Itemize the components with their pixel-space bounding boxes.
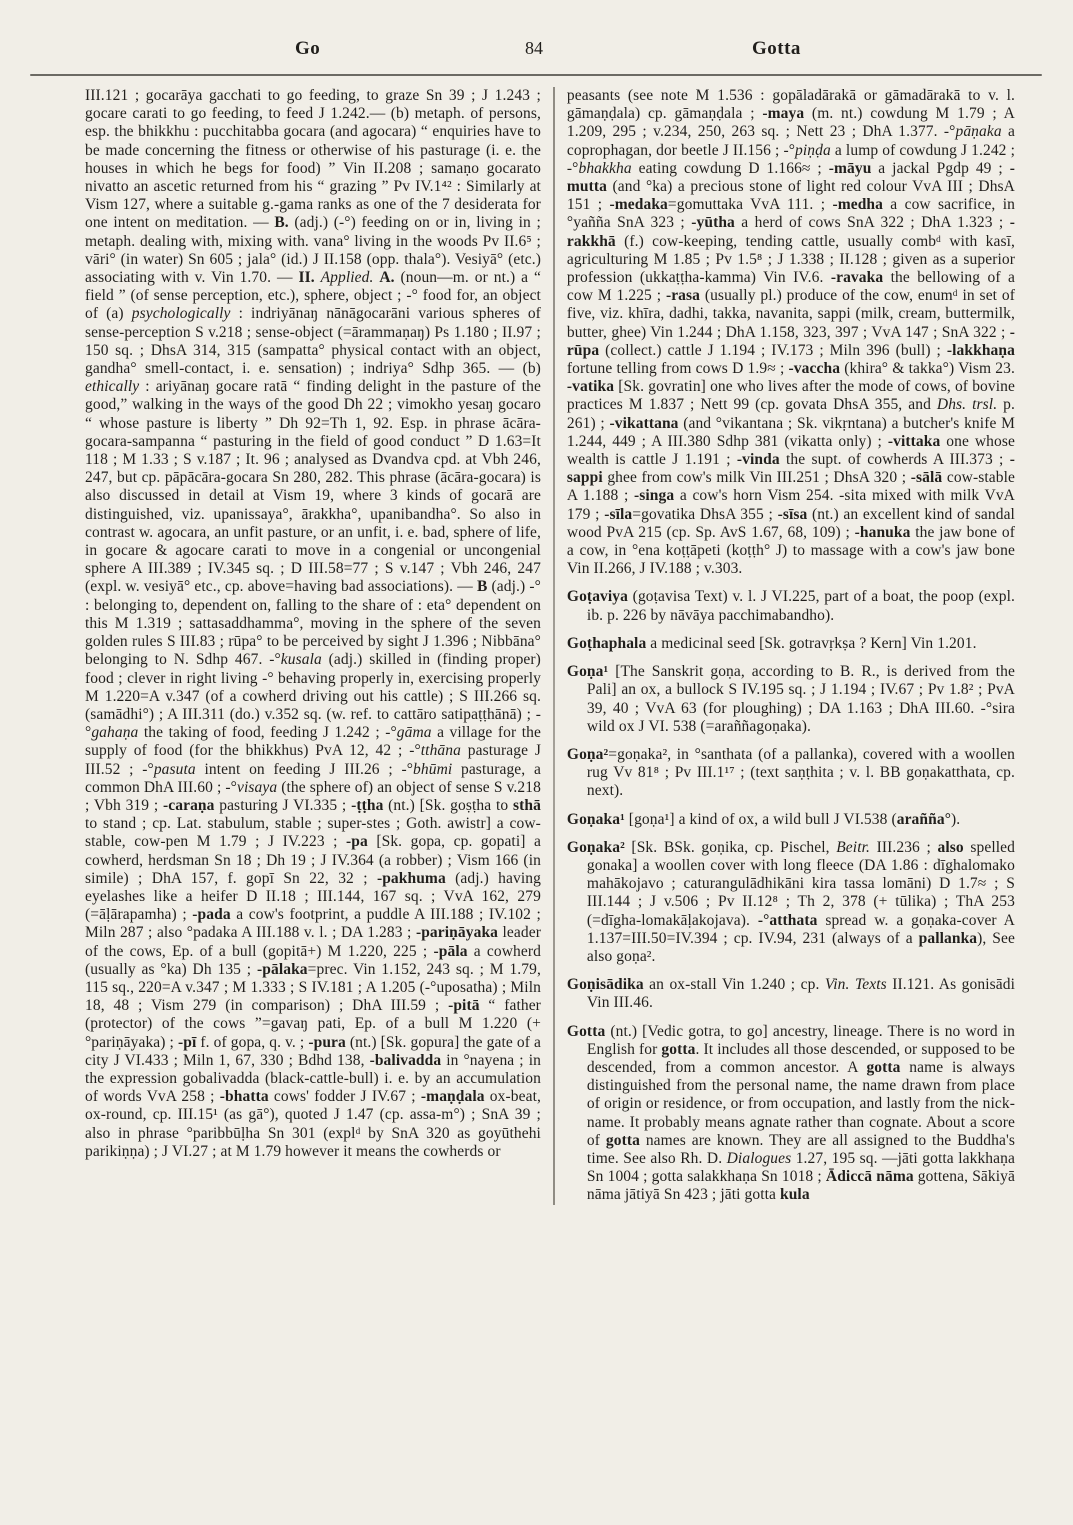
dictionary-entry-gonaka-2 — [567, 839, 1015, 966]
headword: Goṇaka² — [566, 838, 625, 856]
headword: Goṇa¹ — [566, 663, 609, 681]
dictionary-entry-gona-1 — [567, 663, 1015, 736]
header-word-right: Gotta — [752, 38, 801, 59]
dictionary-entry-gonisadika — [567, 976, 1015, 1012]
entry-continuation-go-compounds: peasants (see note M 1.536 : gopāladārakā or gāmadārakā to v. l. gāmaṇḍala) cp. gāmaṇḍala ; -maya (m. nt.) cowdung M 1.79 ; A 1.209, 295 ; v.234, 250, 263 sq. ; Nett 23 ; DhA 1.377. -°pāṇaka a coprophagan, dor beetle J II.156 ; -°piṇḍa a lump of cowdung J 1.242 ; -°bhakkha eating cowdung D 1.166≈ ; -māyu a jackal Pgdp 49 ; -mutta (and °ka) a precious stone of light red colour VvA III ; DhsA 151 ; -medaka=gomuttaka VvA 111. ; -medha a cow sacrifice, in °yañña SnA 323 ; -yūtha a herd of cows SnA 322 ; DhA 1.323 ; -rakkhā (f.) cow-keeping, tending cattle, usually combᵈ with kasī, agriculturing M 1.85 ; Pv 1.5⁸ ; J 1.338 ; II.128 ; given as a superior profession (ukkaṭṭha-kamma) Vin IV.6. -ravaka the bellowing of a cow M 1.225 ; -rasa (usually pl.) produce of the cow, enumᵈ in set of five, viz. khīra, dadhi, takka, navanita, sappi (milk, cream, buttermilk, butter, ghee) Vin 1.244 ; DhA 1.158, 323, 397 ; VvA 147 ; SnA 322 ; -rūpa (collect.) cattle J 1.194 ; IV.173 ; Miln 396 (bull) ; -lakkhaṇa fortune telling from cows D 1.9≈ ; -vaccha (khira° & takka°) Vism 23. -vatika [Sk. govratin] one who lives after the mode of cows, of bovine practices M 1.837 ; Nett 99 (cp. govata DhsA 355, and Dhs. trsl. p. 261) ; -vikattana (and °vikantana ; Sk. vikṛntana) a butcher's knife M 1.244, 449 ; A III.380 Sdhp 381 (vikatta only) ; -vittaka one whose wealth is cattle J 1.191 ; -vinda the supt. of cowherds A III.373 ; -sappi ghee from cow's milk Vin III.251 ; DhsA 320 ; -sālā cow-stable A 1.188 ; -singa a cow's horn Vism 254. -sita mixed with milk VvA 179 ; -sīla=govatika DhsA 355 ; -sīsa (nt.) an excellent kind of sandal wood PvA 215 (cp. Sp. AvS 1.67, 68, 109) ; -hanuka the jaw bone of a cow, in °ena koṭṭāpeti (koṭṭh° J) to massage with a cow's jaw bone Vin II.266, J IV.188 ; v.303. — [566, 87, 1015, 578]
page-number: 84 — [525, 38, 543, 58]
dictionary-entry-gotaviya — [567, 588, 1015, 624]
headword: Goṇisādika — [566, 976, 644, 994]
headword: Goṇaka¹ — [566, 810, 625, 828]
entry-body: [Sk. BSk. goṇika, cp. Pischel, Beitr. III.236 ; also spelled gonaka] a woollen cover with long fleece (DA 1.86 : dīghalomako mahākojavo ; caturangulādhikāni kira tassa lomāni) D 1.7≈ ; S III.144 ; J v.506 ; Pv II.12⁸ ; Th 2, 378 (+ tūlika) ; ThA 253 (=dīgha-lomakāḷakojava). -°atthata spread w. a goṇaka-cover A 1.137=III.50=IV.394 ; cp. IV.94, 231 (always of a pallanka), See also goṇa². — [586, 838, 1015, 965]
entry-body: =goṇaka², in °santhata (of a pallanka), covered with a woollen rug Vv 81⁸ ; Pv III.1¹⁷ ; (text saṇṭhita ; v. l. BB goṇakatthata, cp. next). — [586, 745, 1015, 800]
left-column — [85, 87, 553, 1205]
entry-body: [goṇa¹] a kind of ox, a wild bull J VI.538 (arañña°). — [624, 810, 961, 828]
dictionary-entry-gotta — [567, 1023, 1015, 1205]
headword: Goṇa² — [566, 745, 609, 763]
entry-body: (nt.) [Vedic gotra, to go] ancestry, lineage. There is no word in English for gotta. It includes all those descended, or supposed to be descended, from a common ancestor. A gotta name is always distinguished from the personal name, the name drawn from place of origin or residence, or from occupation, and lastly from the nick-name. It probably means agnate rather than cognate. About a score of gotta names are known. They are all assigned to the Buddha's time. See also Rh. D. Dialogues 1.27, 195 sq. —jāti gotta lakkhaṇa Sn 1004 ; gotta salakkhaṇa Sn 1018 ; Ādiccā nāma gottena, Sākiyā nāma jātiyā Sn 423 ; jāti gotta kula — [586, 1022, 1015, 1204]
entry-body: (goṭavisa Text) v. l. J VI.225, part of a boat, the poop (expl. ib. p. 226 by nāvāya pacchimabandho). — [586, 588, 1015, 624]
text-columns — [85, 87, 1015, 1205]
header-word-left: Go — [295, 38, 321, 59]
dictionary-entry-gonaka-1 — [567, 811, 1015, 829]
dictionary-entry-gothaphala — [567, 635, 1015, 653]
headword: Goṭaviya — [566, 588, 628, 606]
entry-body: [The Sanskrit goṇa, according to B. R., is derived from the Pali] an ox, a bullock S IV.195 sq. ; J 1.194 ; IV.67 ; Pv 1.8² ; PvA 39, 40 ; VvA 63 (for ploughing) ; DA 1.163 ; DhA III.60. -°sira wild ox J VI. 538 (=araññagoṇaka). — [586, 663, 1015, 735]
right-column — [555, 87, 1015, 1205]
headword: Gotta — [566, 1022, 606, 1040]
entry-body: an ox-stall Vin 1.240 ; cp. Vin. Texts II.121. As gonisādi Vin III.46. — [586, 976, 1015, 1012]
entry-continuation-go: III.121 ; gocarāya gacchati to go feeding, to graze Sn 39 ; J 1.243 ; gocare carati to go feeding, to feed J 1.242.— (b) metaph. of persons, esp. the bhikkhu : pucchitabba gocara (and agocara) “ enquiries have to be made concerning the fitness or otherwise of his pasturage (i. e. the houses in which he begs for food) ” Vin II.208 ; samaṇo gocarato nivatto an ascetic returned from his “ grazing ” Pv IV.1⁴² : Similarly at Vism 127, where a suitable g.-gama ranks as one of the 7 desiderata for one intent on meditation. — B. (adj.) (-°) feeding on or in, living in ; metaph. dealing with, mixing with. vana° living in the woods Pv II.6⁵ ; vāri° (in water) Sn 605 ; jala° (id.) J II.158 (opp. thala°). Vesiyā° (etc.) associating with v. Vin 1.70. — II. Applied. A. (noun—m. or nt.) a “ field ” (of sense perception, etc.), sphere, object ; -° food for, an object of (a) psychologically : indriyānaŋ nānāgocarāni various spheres of sense-perception S v.218 ; sense-object (=ārammaṇaŋ) Ps 1.180 ; II.97 ; 150 sq. ; DhsA 314, 315 (sampatta° physical contact with an object, gandha° smell-contact, i. e. sensation) ; indriya° Sdhp 365. — (b) ethically : ariyānaŋ gocare ratā “ finding delight in the pasture of the good,” walking in the ways of the good Dh 22 ; vimokho yesaŋ gocaro “ whose pasture is liberty ” Dh 92=Th 1, 92. Esp. in phrase ācāra-gocara-sampanna “ pasturing in the field of good conduct ” D 1.63=It 118 ; M 1.33 ; S v.187 ; It. 96 ; analysed as Dvandva cpd. at Vbh 246, 247, but cp. pāpācāra-gocara Sn 280, 282. This phrase (ācāra-gocara) is also discussed in detail at Vism 19, where 3 kinds of gocarā are distinguished, viz. upanissaya°, ārakkha°, upanibandha°. So also in contrast w. agocara, an unfit pasture, or an unfit, i. e. bad, sphere of life, in gocare & agocare carati to move in a congenial or uncongenial sphere A III.389 ; IV.345 sq. ; D III.58=77 ; S v.147 ; Vbh 246, 247 (expl. w. vesiyā° etc., cp. above=having bad associations). — B (adj.) -° : belonging to, dependent on, falling to the share of : eta° dependent on this M 1.319 ; sattasaddhamma°, moving in the sphere of the seven golden rules S III.83 ; rūpa° to be perceived by sight J 1.396 ; Nibbāna° belonging to N. Sdhp 467. -°kusala (adj.) skilled in (finding proper) food ; clever in right living -° behaving properly in, exercising properly M 1.220=A v.347 (of a cowherd driving out his cattle) ; S III.266 sq. (samādhi°) ; A III.311 (do.) v.352 sq. (w. ref. to cattāro satipaṭṭhānā) ; -°gahaṇa the taking of food, feeding J 1.242 ; -°gāma a village for the supply of food (for the bhikkhus) PvA 12, 42 ; -°tthāna pasturage J III.52 ; -°pasuta intent on feeding J III.26 ; -°bhūmi pasturage, a common DhA III.60 ; -°visaya (the sphere of) an object of sense S v.218 ; Vbh 319 ; -caraṇa pasturing J VI.335 ; -ṭṭha (nt.) [Sk. goṣṭha to sthā to stand ; cp. Lat. stabulum, stable ; super-stes ; Goth. awistr] a cow-stable, cow-pen M 1.79 ; J IV.223 ; -pa [Sk. gopa, cp. gopati] a cowherd, herdsman Sn 18 ; Dh 19 ; J IV.364 (a robber) ; Vism 166 (in simile) ; DhA 157, f. gopī Sn 22, 32 ; -pakhuma (adj.) having eyelashes like a heifer D II.18 ; III.144, 167 sq. ; VvA 162, 279 (=āḷārapamha) ; -pada a cow's footprint, a puddle A III.188 ; IV.102 ; Miln 287 ; also °padaka A III.188 v. l. ; DA 1.283 ; -pariṇāyaka leader of the cows, Ep. of a bull (gopitā+) M 1.220, 225 ; -pāla a cowherd (usually as °ka) Dh 135 ; -pālaka=prec. Vin 1.152, 243 sq. ; M 1.79, 115 sq., 220=A v.347 ; M 1.333 ; S IV.181 ; A 1.205 (-°uposatha) ; Miln 18, 48 ; Vism 279 (in comparison) ; DhA III.59 ; -pitā “ father (protector) of the cows ”=gavaŋ pati, Ep. of a bull M 1.220 (+ °pariṇāyaka) ; -pī f. of gopa, q. v. ; -pura (nt.) [Sk. gopura] the gate of a city J VI.433 ; Miln 1, 67, 330 ; Bdhd 138, -balivadda in °nayena ; in the expression gobalivadda (black-cattle-bull) i. e. by an accumulation of words VvA 258 ; -bhatta cows' fodder J IV.67 ; -maṇḍala ox-beat, ox-round, cp. III.15¹ (as gā°), quoted J 1.47 (cp. assa-m°) ; SnA 39 ; also in phrase °paribbūḷha Sn 301 (explᵈ by SnA 320 as goyūthehi parikiṇṇa) ; J VI.27 ; at M 1.79 however it means the cowherds or — [85, 87, 541, 1160]
entry-body: a medicinal seed [Sk. gotravṛkṣa ? Kern] Vin 1.201. — [646, 634, 977, 652]
header-rule — [30, 74, 1042, 76]
headword: Goṭhaphala — [566, 634, 647, 652]
dictionary-entry-gona-2 — [567, 746, 1015, 801]
